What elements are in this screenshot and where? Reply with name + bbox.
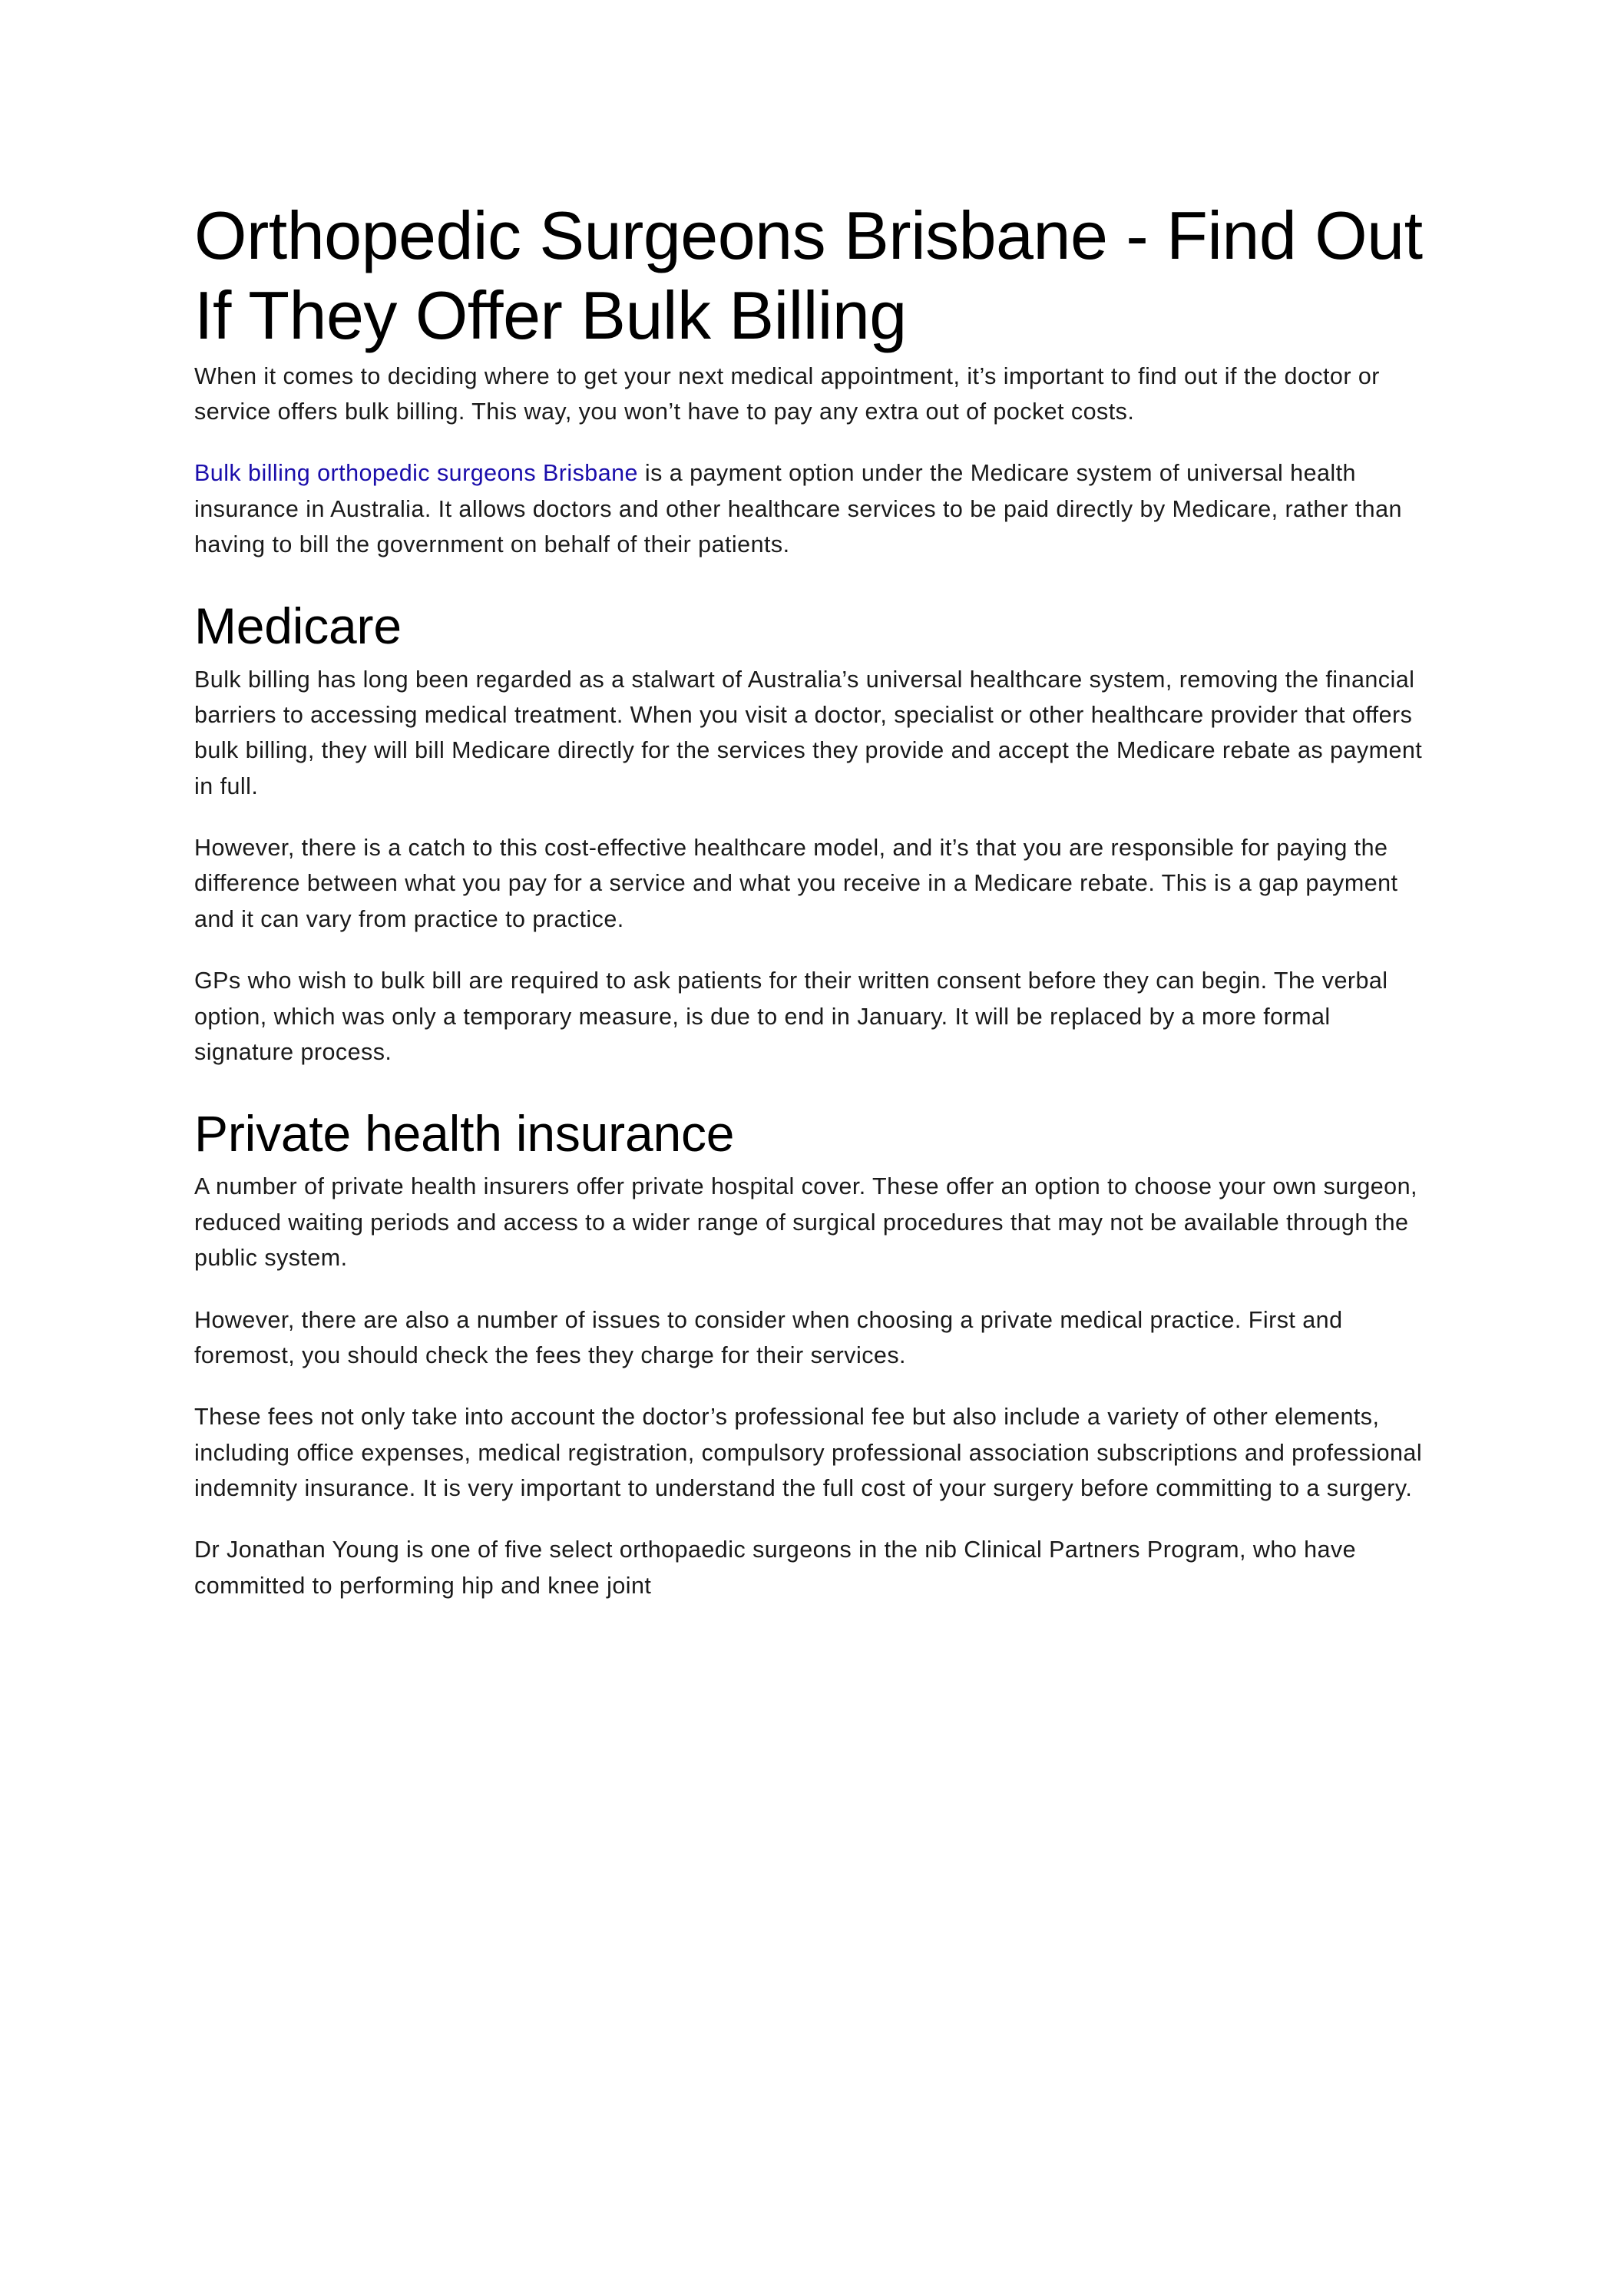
medicare-paragraph-2: However, there is a catch to this cost-effective healthcare model, and it’s that you are responsible for paying the difference between what you pay for a service and what you receive in a Medicare rebate. This is a gap payment and it can vary from practice to practice.	[194, 835, 1398, 932]
link-paragraph-rest: is a payment option under the Medicare system of universal health insurance in Australia. It allows doctors and other healthcare services to be paid directly by Medicare, rather than having to bill the government on behalf of their patients.	[194, 460, 1402, 558]
medicare-paragraph-3: GPs who wish to bulk bill are required to ask patients for their written consent before they can begin. The verbal option, which was only a temporary measure, is due to end in January. It will be replaced by a more formal signature process.	[194, 968, 1388, 1065]
section-heading-private-health-insurance: Private health insurance	[194, 1105, 735, 1163]
bulk-billing-link[interactable]: Bulk billing orthopedic surgeons Brisbane	[194, 460, 638, 487]
intro-paragraph: When it comes to deciding where to get your next medical appointment, it’s important to find out if the doctor or service offers bulk billing. This way, you won’t have to pay any extra out of pocket costs.	[194, 362, 1380, 425]
link-paragraph	[194, 455, 1432, 562]
private-insurance-paragraph-4: Dr Jonathan Young is one of five select orthopaedic surgeons in the nib Clinical Partners Program, who have committed to performing hip and knee joint	[194, 1537, 1357, 1599]
private-insurance-paragraph-2: However, there are also a number of issues to consider when choosing a private medical practice. First and foremost, you should check the fees they charge for their services.	[194, 1306, 1343, 1368]
private-insurance-paragraph-1: A number of private health insurers offer private hospital cover. These offer an option to choose your own surgeon, reduced waiting periods and access to a wider range of surgical procedures that may not be available through the public system.	[194, 1173, 1417, 1272]
medicare-paragraph-1: Bulk billing has long been regarded as a stalwart of Australia’s universal healthcare system, removing the financial barriers to accessing medical treatment. When you visit a doctor, specialist or other healthcare provider that offers bulk billing, they will bill Medicare directly for the services they provide and accept the Medicare rebate as payment in full.	[194, 666, 1423, 799]
section-heading-medicare: Medicare	[194, 597, 402, 655]
private-insurance-paragraph-3: These fees not only take into account the doctor’s professional fee but also include a variety of other elements, including office expenses, medical registration, compulsory professional association subscriptions and professional indemnity insurance. It is very important to understand the full cost of your surgery before committing to a surgery.	[194, 1404, 1423, 1501]
page-title: Orthopedic Surgeons Brisbane - Find Out If They Offer Bulk Billing	[194, 197, 1423, 353]
